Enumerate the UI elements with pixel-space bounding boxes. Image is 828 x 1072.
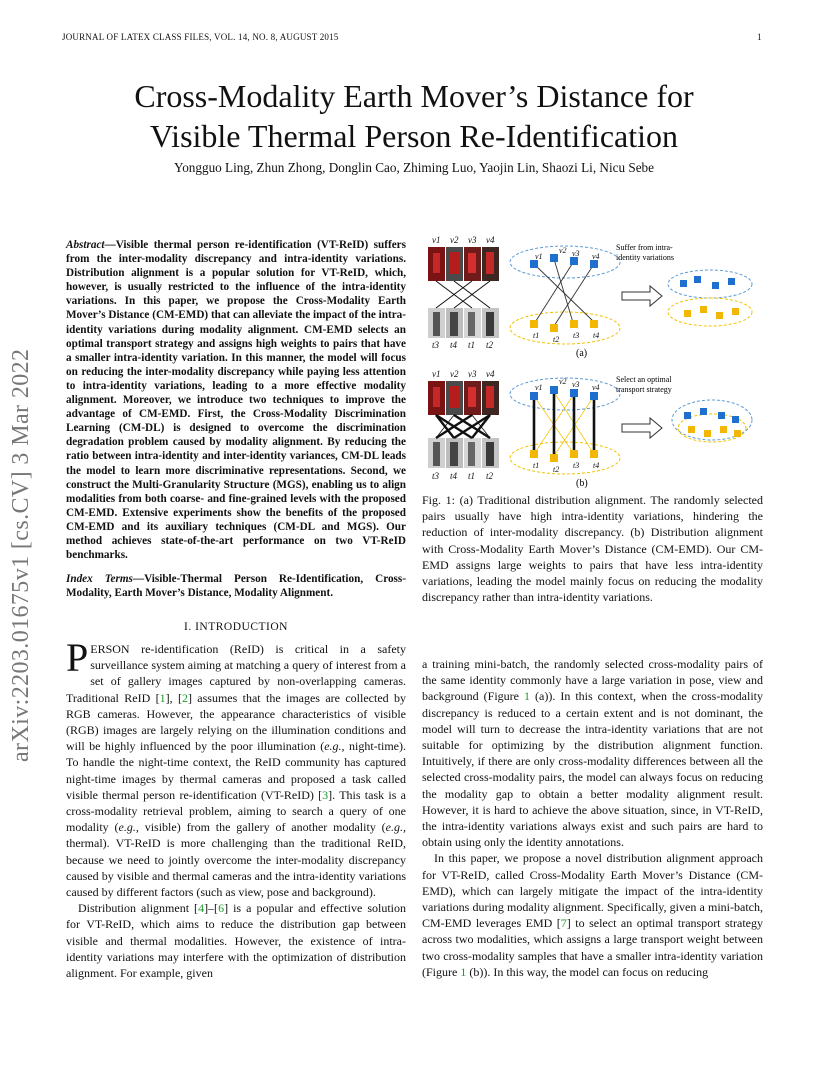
intro-paragraph-1 bbox=[66, 635, 406, 900]
node-label: v2 bbox=[559, 246, 567, 255]
text-run: In this paper, we propose a novel distribution alignment approach for VT-ReID, called Cross-Modality Earth Mover’s Distance (CM-EMD), which can largely mitigate the impact of the intra-identity variations during modality alignment. Specifically, given a mini-batch, CM-EMD leverages EMD [ bbox=[422, 851, 763, 931]
thermal-photo-strip bbox=[428, 438, 499, 468]
paper-title bbox=[60, 76, 768, 156]
panel-a-note: identity variations bbox=[616, 253, 674, 262]
index-terms bbox=[66, 572, 406, 600]
journal-header: JOURNAL OF LATEX CLASS FILES, VOL. 14, NO. 8, AUGUST 2015 bbox=[62, 32, 339, 42]
node-label: v3 bbox=[572, 249, 580, 258]
title-line-1: Cross-Modality Earth Mover’s Distance for bbox=[134, 78, 694, 114]
node-label: t4 bbox=[593, 331, 600, 340]
intro-paragraph-2 bbox=[66, 900, 406, 981]
node-label: t1 bbox=[533, 461, 540, 470]
citation-link[interactable]: 1 bbox=[159, 690, 166, 705]
text-run: ]–[ bbox=[204, 901, 219, 916]
abstract-lead: Abstract bbox=[66, 239, 105, 251]
intro-paragraph-4 bbox=[422, 850, 763, 980]
author-list: Yongguo Ling, Zhun Zhong, Donglin Cao, Zhiming Luo, Yaojin Lin, Shaozi Li, Nicu Sebe bbox=[174, 160, 654, 175]
citation-link[interactable]: 2 bbox=[181, 690, 188, 705]
text-run: night-time). To handle the night-time context, the ReID community has captured night-time images by thermal cameras and proposed a task called visible thermal person re-identification (VT-ReID) [ bbox=[66, 739, 406, 802]
text-run: ERSON re-identification (ReID) is critical in a safety surveillance system aiming at matching a query of interest from a set of gallery images captured by non-overlapping cameras. Traditional ReID [ bbox=[66, 642, 406, 705]
index-terms-lead: Index Terms bbox=[66, 573, 133, 585]
v-label: v4 bbox=[486, 369, 495, 379]
visible-photo-strip bbox=[428, 247, 499, 281]
panel-b-label: (b) bbox=[576, 478, 588, 489]
arrow-icon bbox=[622, 418, 662, 438]
dropcap: P bbox=[66, 635, 89, 680]
text-run: ], [ bbox=[165, 690, 182, 705]
text-run: a training mini-batch, the randomly selected cross-modality pairs of the same identity commonly have a large variation in pose, view and background (Figure bbox=[422, 657, 763, 704]
text-run: ] to select an optimal transport strategy across two modalities, which assigns a large transport weight between two cross-modality samples that have a smaller intra-identity variation (Figure bbox=[422, 916, 763, 979]
v-label: v4 bbox=[486, 235, 495, 245]
citation-link[interactable]: 3 bbox=[322, 787, 329, 802]
text-run: visible) from the gallery of another modality ( bbox=[138, 820, 386, 835]
node-label: t1 bbox=[533, 331, 540, 340]
t-label: t4 bbox=[450, 471, 458, 481]
intro-paragraph-3 bbox=[422, 656, 763, 850]
text-run: (a)). In this context, when the cross-modality discrepancy is reduced to a certain extent and is not dominant, the model will turn to decrease the intra-identity variations that are not suitable for optimizing by the distribution alignment function. Intuitively, if there are only cross-modality differences between all the selected cross-modality pairs, the model can always focus on reducing the modality gap to obtain a better modality alignment result. However, it is hard to achieve the above situation, since, in VT-ReID, the intra-identity variations always exist and such pairs are hard to obtain using only the identity annotations. bbox=[422, 689, 763, 850]
t-label: t3 bbox=[432, 340, 440, 350]
text-run: ] assumes that the images are collected by RGB cameras. However, the appearance characteristics of visible (RGB) images are largely relying on the illumination conditions and will be highly influenced by the poor illumination ( bbox=[66, 690, 406, 754]
thermal-photo-strip bbox=[428, 308, 499, 338]
visible-photo-strip bbox=[428, 381, 499, 415]
node-label: v3 bbox=[572, 380, 580, 389]
arxiv-stamp: arXiv:2203.01675v1 [cs.CV] 3 Mar 2022 bbox=[8, 348, 34, 762]
t-label: t1 bbox=[468, 471, 476, 481]
page-number: 1 bbox=[757, 32, 762, 42]
abstract-text: —Visible thermal person re-identification (VT-ReID) suffers from the inter-modality discrepancy and intra-identity variations. Distribution alignment is a popular solution for VT-ReID, which, however, is usually restricted to the influence of the intra-identity variations. In this paper, we propose the Cross-Modality Earth Mover’s Distance (CM-EMD) that can alleviate the impact of the intra-identity variations during modality alignment. CM-EMD selects an optimal transport strategy and assigns high weights to pairs that have a smaller intra-identity variation. In this manner, the model will focus on reducing the inter-modality discrepancy while paying less attention to intra-identity variations, leading to a more effective modality alignment. Moreover, we introduce two techniques to improve the advantage of CM-EMD. First, the Cross-Modality Discrimination Learning (CM-DL) is designed to overcome the discrimination degradation problem caused by modality alignment. By reducing the ratio between intra-identity and inter-identity variances, CM-DL leads the model to learn more discriminative representations. Second, we construct the Multi-Granularity Structure (MGS), enabling us to align modalities from both coarse- and fine-grained levels with the proposed CM-EMD. Extensive experiments show the benefits of the proposed CM-EMD and its auxiliary techniques (CM-DL and MGS). Our method achieves state-of-the-art performance on two VT-ReID benchmarks. bbox=[66, 239, 406, 562]
text-run: thermal). VT-ReID is more challenging than the traditional ReID, because we need to jointly overcome the inter-modality discrepancy caused by visible and thermal cameras and the intra-identity variations caused by different factors (such as view, pose and background). bbox=[66, 836, 406, 900]
citation-link[interactable]: 6 bbox=[218, 901, 225, 916]
abstract bbox=[66, 238, 406, 562]
node-label: v1 bbox=[535, 252, 543, 261]
text-run: e.g., bbox=[324, 739, 345, 754]
node-label: v4 bbox=[592, 383, 600, 392]
figure-1 bbox=[422, 232, 767, 490]
node-label: t2 bbox=[553, 465, 560, 474]
node-label: v2 bbox=[559, 377, 567, 386]
title-line-2: Visible Thermal Person Re-Identification bbox=[149, 118, 678, 154]
node-label: t2 bbox=[553, 335, 560, 344]
t-label: t2 bbox=[486, 340, 494, 350]
t-label: t2 bbox=[486, 471, 494, 481]
intro-right-column bbox=[422, 656, 763, 980]
intro-left-column bbox=[66, 635, 406, 981]
v-label: v2 bbox=[450, 369, 459, 379]
panel-a-label: (a) bbox=[576, 348, 588, 359]
panel-b-note: transport strategy bbox=[616, 385, 672, 394]
text-run: ] is a popular and effective solution for VT-ReID, which aims to reduce the distribution gap between visible and thermal modalities. However, the existence of intra-identity variations may interfere with the optimization of distribution alignment. For example, given bbox=[66, 901, 406, 981]
node-label: t4 bbox=[593, 461, 600, 470]
t-label: t3 bbox=[432, 471, 440, 481]
v-label: v1 bbox=[432, 235, 441, 245]
v-label: v3 bbox=[468, 235, 477, 245]
panel-a bbox=[428, 235, 752, 359]
figure-caption: Fig. 1: (a) Traditional distribution alignment. The randomly selected pairs usually have high intra-identity variations, hindering the reduction of inter-modality discrepancy. (b) Distribution alignment with Cross-Modality Earth Mover’s Distance (CM-EMD). Our CM-EMD assigns large weights to pairs that have less intra-identity variations, leading the model mainly focus on reducing the modality discrepancy rather than intra-identity variations. bbox=[422, 493, 763, 605]
figure-ref-link[interactable]: 1 bbox=[524, 689, 530, 704]
node-label: v4 bbox=[592, 252, 600, 261]
section-heading: I. INTRODUCTION bbox=[184, 621, 288, 633]
panel-b bbox=[428, 369, 752, 489]
citation-link[interactable]: 4 bbox=[198, 901, 205, 916]
index-terms-text: —Visible-Thermal Person Re-Identification, Cross-Modality, Earth Mover’s Distance, Modality Alignment. bbox=[66, 573, 406, 600]
v-label: v3 bbox=[468, 369, 477, 379]
text-run: (b)). In this way, the model can focus on reducing bbox=[466, 964, 709, 979]
v-label: v1 bbox=[432, 369, 441, 379]
node-label: t3 bbox=[573, 461, 580, 470]
arrow-icon bbox=[622, 286, 662, 306]
text-run: e.g., bbox=[385, 820, 406, 835]
text-run: Distribution alignment [ bbox=[78, 901, 199, 916]
t-label: t1 bbox=[468, 340, 476, 350]
panel-a-note: Suffer from intra- bbox=[616, 243, 673, 252]
figure-ref-link[interactable]: 1 bbox=[460, 964, 467, 979]
citation-link[interactable]: 7 bbox=[560, 916, 567, 931]
text-run: ]. This task is a cross-modality retrieval problem, aiming to search a query of one modality ( bbox=[66, 787, 406, 835]
text-run: e.g., bbox=[118, 820, 139, 835]
panel-b-note: Select an optimal bbox=[616, 375, 672, 384]
t-label: t4 bbox=[450, 340, 458, 350]
node-label: v1 bbox=[535, 383, 543, 392]
v-label: v2 bbox=[450, 235, 459, 245]
node-label: t3 bbox=[573, 331, 580, 340]
